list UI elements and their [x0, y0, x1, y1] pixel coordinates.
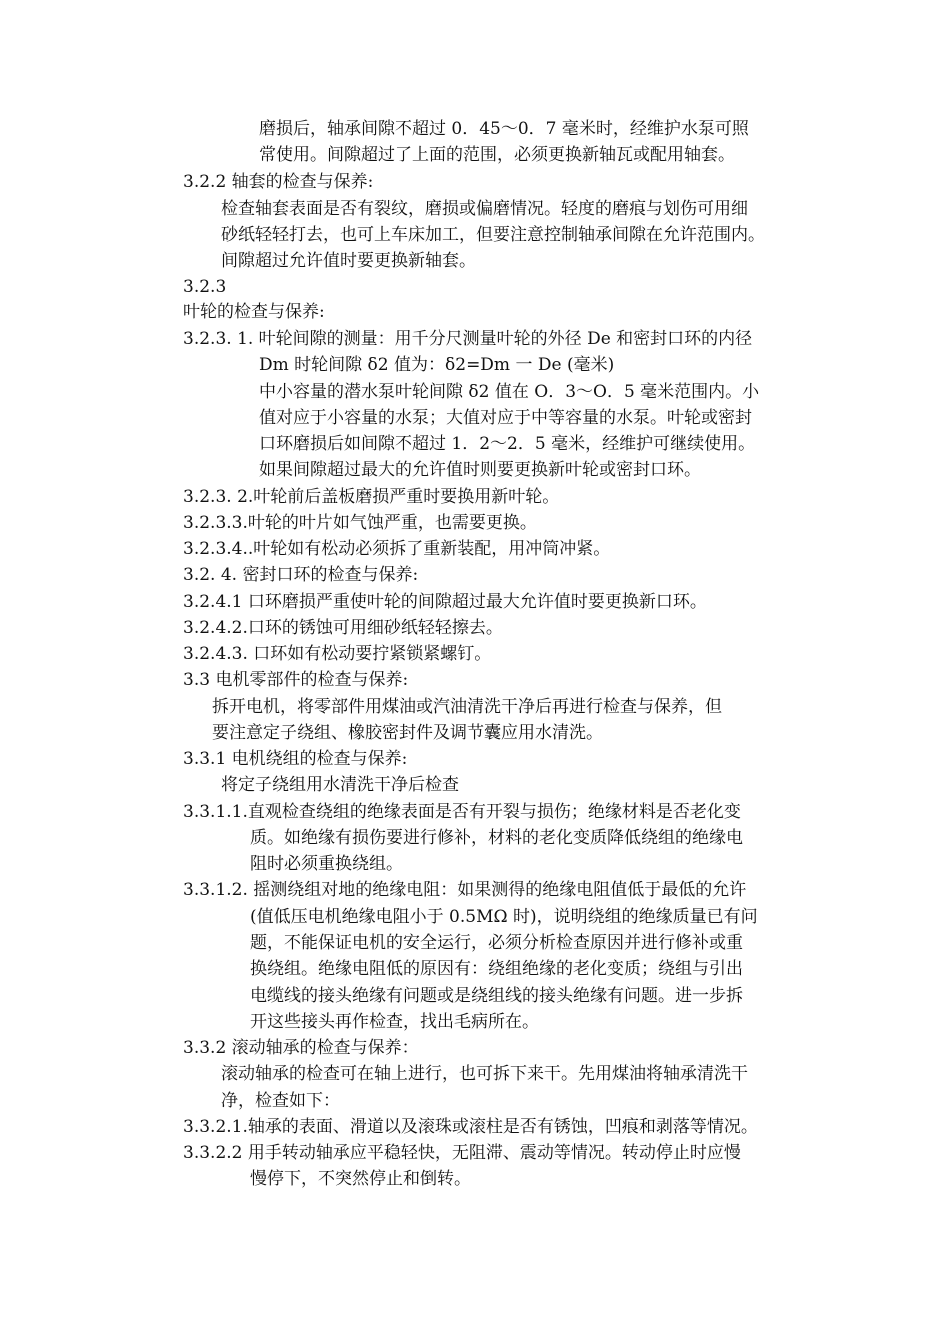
text-line: 口环磨损后如间隙不超过 1．2～2．5 毫米，经维护可继续使用。: [259, 434, 756, 454]
text-line: 题，不能保证电机的安全运行，必须分析检查原因并进行修补或重: [250, 933, 743, 953]
section-heading: 3.3.1 电机绕组的检查与保养:: [183, 749, 408, 769]
text-line: 中小容量的潜水泵叶轮间隙 δ2 值在 O．3～O．5 毫米范围内。小: [259, 382, 760, 402]
text-line: 将定子绕组用水清洗干净后检查: [221, 775, 459, 795]
text-line: 3.2.3. 1. 叶轮间隙的测量：用千分尺测量叶轮的外径 De 和密封口环的内径: [183, 329, 753, 349]
text-line: 3.2.3.3.叶轮的叶片如气蚀严重，也需要更换。: [183, 513, 537, 533]
text-line: 3.2.3. 2.叶轮前后盖板磨损严重时要换用新叶轮。: [183, 487, 560, 507]
text-line: 净，检查如下：: [221, 1091, 340, 1111]
text-line: 检查轴套表面是否有裂纹，磨损或偏磨情况。轻度的磨痕与划伤可用细: [221, 199, 748, 219]
text-line: 开这些接头再作检查，找出毛病所在。: [250, 1012, 539, 1032]
text-line: 3.3.1.2. 摇测绕组对地的绝缘电阻：如果测得的绝缘电阻值低于最低的允许: [183, 880, 747, 900]
section-heading: 3.2.3: [183, 277, 227, 297]
section-heading: 3.2.2 轴套的检查与保养:: [183, 172, 374, 192]
text-line: 3.2.3.4..叶轮如有松动必须拆了重新装配，用冲筒冲紧。: [183, 539, 611, 559]
section-heading: 3.3.2 滚动轴承的检查与保养：: [183, 1038, 419, 1058]
text-line: (值低压电机绝缘电阻小于 0.5MΩ 时)，说明绕组的绝缘质量已有问: [250, 907, 758, 927]
text-line: 电缆线的接头绝缘有问题或是绕组线的接头绝缘有问题。进一步拆: [250, 986, 743, 1006]
text-line: 3.3.2.2 用手转动轴承应平稳轻快，无阻滞、震动等情况。转动停止时应慢: [183, 1143, 741, 1163]
text-line: 3.2.4.3. 口环如有松动要拧紧锁紧螺钉。: [183, 644, 492, 664]
text-line: Dm 时轮间隙 δ2 值为：δ2=Dm 一 De (毫米): [259, 355, 615, 375]
text-line: 要注意定子绕组、橡胶密封件及调节囊应用水清洗。: [212, 723, 603, 743]
section-heading: 叶轮的检查与保养:: [183, 302, 325, 322]
text-line: 如果间隙超过最大的允许值时则要更换新叶轮或密封口环。: [259, 460, 701, 480]
text-line: 慢停下，不突然停止和倒转。: [250, 1169, 471, 1189]
text-line: 拆开电机，将零部件用煤油或汽油清洗干净后再进行检查与保养，但: [212, 697, 722, 717]
text-line: 滚动轴承的检查可在轴上进行，也可拆下来干。先用煤油将轴承清洗干: [221, 1064, 748, 1084]
text-line: 砂纸轻轻打去，也可上车床加工，但要注意控制轴承间隙在允许范围内。: [221, 225, 765, 245]
text-line: 3.3.2.1.轴承的表面、滑道以及滚珠或滚柱是否有锈蚀，凹痕和剥落等情况。: [183, 1117, 758, 1137]
text-line: 常使用。间隙超过了上面的范围，必须更换新轴瓦或配用轴套。: [259, 145, 735, 165]
text-line: 阻时必须重换绕组。: [250, 854, 403, 874]
section-heading: 3.3 电机零部件的检查与保养:: [183, 670, 409, 690]
text-line: 换绕组。绝缘电阻低的原因有：绕组绝缘的老化变质；绕组与引出: [250, 959, 743, 979]
text-line: 磨损后，轴承间隙不超过 0．45～0．7 毫米时，经维护水泵可照: [259, 119, 749, 139]
text-line: 3.2.4.1 口环磨损严重使叶轮的间隙超过最大允许值时要更换新口环。: [183, 592, 707, 612]
text-line: 间隙超过允许值时要更换新轴套。: [221, 251, 476, 271]
text-line: 值对应于小容量的水泵；大值对应于中等容量的水泵。叶轮或密封: [259, 408, 752, 428]
text-line: 3.2.4.2.口环的锈蚀可用细砂纸轻轻擦去。: [183, 618, 503, 638]
section-heading: 3.2. 4. 密封口环的检查与保养:: [183, 565, 419, 585]
text-line: 质。如绝缘有损伤要进行修补，材料的老化变质降低绕组的绝缘电: [250, 828, 743, 848]
text-line: 3.3.1.1.直观检查绕组的绝缘表面是否有开裂与损伤；绝缘材料是否老化变: [183, 802, 741, 822]
